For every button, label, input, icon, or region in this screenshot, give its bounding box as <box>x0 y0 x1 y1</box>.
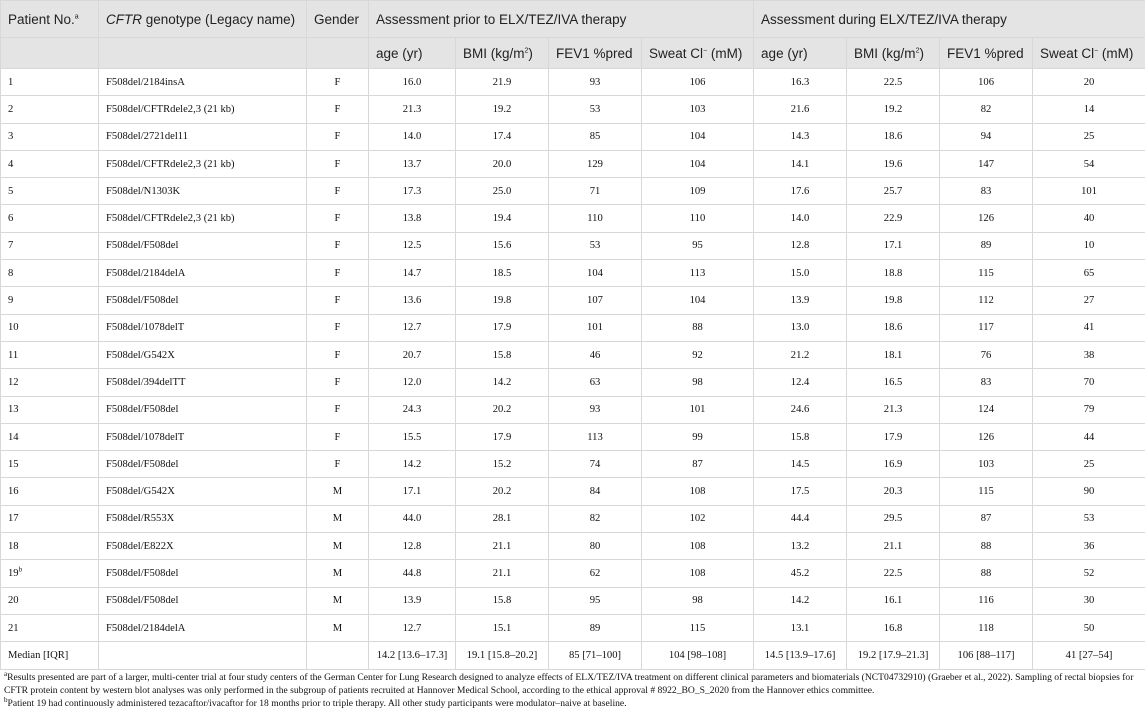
table-row <box>1 587 1145 614</box>
cell-during-sweat: 70 <box>1033 369 1145 396</box>
cell-during-sweat: 44 <box>1033 423 1145 450</box>
cell-gender: F <box>307 260 369 287</box>
cell-during-fev1: 117 <box>940 314 1033 341</box>
cell-during-age: 15.8 <box>754 423 847 450</box>
cell-prior-age: 12.0 <box>369 369 456 396</box>
header-group-during: Assessment during ELX/TEZ/IVA therapy <box>754 1 1145 38</box>
cell-prior-fev1: 110 <box>549 205 642 232</box>
cell-prior-bmi: 17.9 <box>456 423 549 450</box>
cell-genotype: F508del/CFTRdele2,3 (21 kb) <box>99 205 307 232</box>
cell-genotype: F508del/R553X <box>99 505 307 532</box>
cell-during-bmi: 25.7 <box>847 178 940 205</box>
cell-during-fev1: 83 <box>940 178 1033 205</box>
cell-genotype: F508del/F508del <box>99 587 307 614</box>
table-row <box>1 96 1145 123</box>
cell-prior-age: 44.0 <box>369 505 456 532</box>
cell-during-fev1: 115 <box>940 260 1033 287</box>
cell-during-sweat: 36 <box>1033 533 1145 560</box>
cell-prior-sweat: 101 <box>642 396 754 423</box>
cell-during-bmi: 17.1 <box>847 232 940 259</box>
table-row <box>1 451 1145 478</box>
header-empty <box>99 38 307 69</box>
cell-patient-no: 8 <box>1 260 99 287</box>
cell-patient-no: 4 <box>1 150 99 177</box>
cell-patient-no: 13 <box>1 396 99 423</box>
cell-prior-sweat: 87 <box>642 451 754 478</box>
header-prior-age: age (yr) <box>369 38 456 69</box>
cell-genotype: F508del/F508del <box>99 451 307 478</box>
cell-prior-bmi: 18.5 <box>456 260 549 287</box>
cell-prior-bmi: 25.0 <box>456 178 549 205</box>
cell-prior-age: 13.9 <box>369 587 456 614</box>
cell-genotype: F508del/E822X <box>99 533 307 560</box>
cell-during-fev1: 83 <box>940 369 1033 396</box>
cell-genotype: F508del/1078delT <box>99 423 307 450</box>
cell-prior-bmi: 21.1 <box>456 560 549 587</box>
cell-during-bmi: 20.3 <box>847 478 940 505</box>
cell-prior-sweat: 113 <box>642 260 754 287</box>
cell-prior-fev1: 53 <box>549 96 642 123</box>
cell-median-prior-age: 14.2 [13.6–17.3] <box>369 642 456 670</box>
cell-during-age: 14.0 <box>754 205 847 232</box>
cell-during-age: 13.0 <box>754 314 847 341</box>
table-row <box>1 560 1145 587</box>
cell-prior-bmi: 19.8 <box>456 287 549 314</box>
cell-prior-bmi: 20.2 <box>456 478 549 505</box>
cell-during-sweat: 40 <box>1033 205 1145 232</box>
table-row <box>1 314 1145 341</box>
cell-patient-no: 6 <box>1 205 99 232</box>
cell-gender: F <box>307 369 369 396</box>
header-row-main <box>1 1 1145 38</box>
cell-genotype: F508del/N1303K <box>99 178 307 205</box>
cell-gender: F <box>307 69 369 96</box>
cell-during-bmi: 21.1 <box>847 533 940 560</box>
cell-during-age: 12.4 <box>754 369 847 396</box>
cell-gender: M <box>307 587 369 614</box>
cell-during-fev1: 124 <box>940 396 1033 423</box>
cell-during-fev1: 116 <box>940 587 1033 614</box>
cell-prior-sweat: 108 <box>642 533 754 560</box>
cell-gender: F <box>307 96 369 123</box>
cell-prior-sweat: 108 <box>642 478 754 505</box>
cell-during-sweat: 101 <box>1033 178 1145 205</box>
cell-during-sweat: 50 <box>1033 614 1145 641</box>
cell-median-prior-fev1: 85 [71–100] <box>549 642 642 670</box>
footnote-b: $^b$Patient 19 had continuously administered tezacaftor/ivacaftor for 18 months prior to triple therapy. All other study participants were modulator–naive at baseline. <box>4 696 627 710</box>
cell-median-label: Median [IQR] <box>1 642 99 670</box>
cell-prior-fev1: 93 <box>549 396 642 423</box>
cell-during-fev1: 88 <box>940 533 1033 560</box>
cell-during-sweat: 53 <box>1033 505 1145 532</box>
table-row <box>1 341 1145 368</box>
header-prior-fev1: FEV1 %pred <box>549 38 642 69</box>
cell-prior-sweat: 104 <box>642 287 754 314</box>
cell-during-bmi: 22.9 <box>847 205 940 232</box>
cell-during-sweat: 25 <box>1033 451 1145 478</box>
cell-during-fev1: 88 <box>940 560 1033 587</box>
cell-prior-fev1: 53 <box>549 232 642 259</box>
cell-genotype: F508del/F508del <box>99 287 307 314</box>
cell-empty <box>307 642 369 670</box>
header-during-sweat: Sweat Cl− (mM) <box>1033 38 1145 69</box>
header-patient-no: Patient No.$^a$ <box>1 1 99 38</box>
table-row <box>1 205 1145 232</box>
cell-genotype: F508del/G542X <box>99 341 307 368</box>
cell-gender: M <box>307 478 369 505</box>
cell-prior-bmi: 19.2 <box>456 96 549 123</box>
cell-prior-fev1: 113 <box>549 423 642 450</box>
table-row <box>1 478 1145 505</box>
cell-prior-bmi: 21.1 <box>456 533 549 560</box>
table-row <box>1 533 1145 560</box>
cell-prior-age: 13.8 <box>369 205 456 232</box>
cell-during-age: 13.1 <box>754 614 847 641</box>
table-row <box>1 178 1145 205</box>
cell-genotype: F508del/CFTRdele2,3 (21 kb) <box>99 96 307 123</box>
cell-median-during-fev1: 106 [88–117] <box>940 642 1033 670</box>
cell-prior-sweat: 108 <box>642 560 754 587</box>
cell-prior-fev1: 101 <box>549 314 642 341</box>
cell-prior-fev1: 95 <box>549 587 642 614</box>
cell-prior-bmi: 20.0 <box>456 150 549 177</box>
cell-prior-sweat: 88 <box>642 314 754 341</box>
cell-prior-fev1: 80 <box>549 533 642 560</box>
cell-patient-no: 16 <box>1 478 99 505</box>
cell-gender: F <box>307 205 369 232</box>
cell-prior-sweat: 99 <box>642 423 754 450</box>
header-empty <box>307 38 369 69</box>
cell-gender: M <box>307 614 369 641</box>
header-prior-sweat: Sweat Cl− (mM) <box>642 38 754 69</box>
cell-during-age: 14.5 <box>754 451 847 478</box>
cell-prior-age: 12.7 <box>369 614 456 641</box>
cell-during-age: 45.2 <box>754 560 847 587</box>
table-row <box>1 396 1145 423</box>
cell-prior-age: 15.5 <box>369 423 456 450</box>
cell-gender: F <box>307 123 369 150</box>
cell-gender: F <box>307 451 369 478</box>
cell-during-bmi: 16.9 <box>847 451 940 478</box>
cell-prior-sweat: 115 <box>642 614 754 641</box>
cell-prior-age: 13.6 <box>369 287 456 314</box>
cell-patient-no: 3 <box>1 123 99 150</box>
cell-during-fev1: 82 <box>940 96 1033 123</box>
table-row <box>1 69 1145 96</box>
cell-during-bmi: 16.8 <box>847 614 940 641</box>
footnote-a: $^a$Results presented are part of a larger, multi-center trial at four study centers of the German Center for Lung Research designed to analyze effects of ELX/TEZ/IVA treatment on different clinical parameters and biomaterials (NCT04732910) (Graeber et al., 2022). Sampling of rectal biopsies for CFTR protein content by western blot analyses was only performed in the subgroup of patients recruited at Hannover Medical School, according to the ethical approval # 8922_BO_S_2020 from the Hannover ethics committee. <box>4 669 1134 697</box>
cell-prior-age: 21.3 <box>369 96 456 123</box>
cell-genotype: F508del/1078delT <box>99 314 307 341</box>
table-row <box>1 423 1145 450</box>
cell-during-age: 24.6 <box>754 396 847 423</box>
cell-prior-fev1: 129 <box>549 150 642 177</box>
cell-during-fev1: 76 <box>940 341 1033 368</box>
cell-prior-sweat: 106 <box>642 69 754 96</box>
cell-during-age: 14.2 <box>754 587 847 614</box>
header-during-bmi: BMI $(kg/m^2)$ <box>847 38 940 69</box>
cell-gender: M <box>307 505 369 532</box>
cell-during-fev1: 94 <box>940 123 1033 150</box>
cell-patient-no: 19$^b$ <box>1 560 99 587</box>
cell-gender: F <box>307 341 369 368</box>
cell-genotype: F508del/2184delA <box>99 260 307 287</box>
cell-median-prior-sweat: 104 [98–108] <box>642 642 754 670</box>
cell-prior-sweat: 110 <box>642 205 754 232</box>
cell-median-during-bmi: 19.2 [17.9–21.3] <box>847 642 940 670</box>
cell-during-fev1: 87 <box>940 505 1033 532</box>
header-genotype: CFTR genotype (Legacy name) <box>99 1 307 38</box>
cell-during-bmi: 22.5 <box>847 69 940 96</box>
cell-prior-bmi: 15.2 <box>456 451 549 478</box>
cell-during-fev1: 103 <box>940 451 1033 478</box>
cell-during-bmi: 19.8 <box>847 287 940 314</box>
cell-prior-bmi: 19.4 <box>456 205 549 232</box>
cell-prior-sweat: 98 <box>642 587 754 614</box>
header-group-prior: Assessment prior to ELX/TEZ/IVA therapy <box>369 1 754 38</box>
cell-prior-fev1: 71 <box>549 178 642 205</box>
cell-prior-fev1: 82 <box>549 505 642 532</box>
cell-prior-bmi: 20.2 <box>456 396 549 423</box>
cell-patient-no: 10 <box>1 314 99 341</box>
cell-prior-age: 12.8 <box>369 533 456 560</box>
cell-during-age: 13.2 <box>754 533 847 560</box>
table-row <box>1 150 1145 177</box>
cell-patient-no: 17 <box>1 505 99 532</box>
cell-empty <box>99 642 307 670</box>
cell-prior-bmi: 17.9 <box>456 314 549 341</box>
cell-during-sweat: 65 <box>1033 260 1145 287</box>
cell-prior-age: 17.1 <box>369 478 456 505</box>
cell-patient-no: 5 <box>1 178 99 205</box>
cell-prior-bmi: 15.1 <box>456 614 549 641</box>
cell-during-age: 17.5 <box>754 478 847 505</box>
cell-prior-bmi: 15.8 <box>456 341 549 368</box>
table-row <box>1 505 1145 532</box>
cell-prior-age: 20.7 <box>369 341 456 368</box>
cell-prior-fev1: 63 <box>549 369 642 396</box>
cell-during-bmi: 29.5 <box>847 505 940 532</box>
cell-during-sweat: 25 <box>1033 123 1145 150</box>
table-row <box>1 369 1145 396</box>
cell-during-sweat: 52 <box>1033 560 1145 587</box>
cell-prior-sweat: 103 <box>642 96 754 123</box>
cell-during-age: 14.1 <box>754 150 847 177</box>
cell-prior-age: 44.8 <box>369 560 456 587</box>
cell-during-sweat: 41 <box>1033 314 1145 341</box>
cell-patient-no: 14 <box>1 423 99 450</box>
header-prior-bmi: BMI $(kg/m^2)$ <box>456 38 549 69</box>
table-row <box>1 614 1145 641</box>
cell-prior-fev1: 74 <box>549 451 642 478</box>
cell-during-sweat: 90 <box>1033 478 1145 505</box>
cell-during-bmi: 18.1 <box>847 341 940 368</box>
cell-during-fev1: 147 <box>940 150 1033 177</box>
cell-during-sweat: 30 <box>1033 587 1145 614</box>
table-row <box>1 232 1145 259</box>
table-body <box>1 69 1145 670</box>
header-during-age: age (yr) <box>754 38 847 69</box>
cell-during-sweat: 54 <box>1033 150 1145 177</box>
cell-during-bmi: 19.6 <box>847 150 940 177</box>
cell-during-age: 16.3 <box>754 69 847 96</box>
cell-during-fev1: 89 <box>940 232 1033 259</box>
cell-prior-bmi: 28.1 <box>456 505 549 532</box>
cell-patient-no: 11 <box>1 341 99 368</box>
header-empty <box>1 38 99 69</box>
cell-prior-fev1: 89 <box>549 614 642 641</box>
header-row-sub <box>1 38 1145 69</box>
cell-patient-no: 2 <box>1 96 99 123</box>
cell-prior-age: 14.2 <box>369 451 456 478</box>
cell-gender: F <box>307 314 369 341</box>
cell-genotype: F508del/G542X <box>99 478 307 505</box>
cell-prior-age: 16.0 <box>369 69 456 96</box>
cell-during-fev1: 112 <box>940 287 1033 314</box>
cell-prior-fev1: 104 <box>549 260 642 287</box>
cell-prior-sweat: 104 <box>642 150 754 177</box>
cell-gender: F <box>307 178 369 205</box>
table-row <box>1 123 1145 150</box>
cell-prior-bmi: 17.4 <box>456 123 549 150</box>
cell-patient-no: 15 <box>1 451 99 478</box>
cell-prior-age: 14.0 <box>369 123 456 150</box>
cell-during-fev1: 115 <box>940 478 1033 505</box>
cell-prior-age: 13.7 <box>369 150 456 177</box>
cell-during-bmi: 18.6 <box>847 123 940 150</box>
cell-patient-no: 9 <box>1 287 99 314</box>
cell-prior-sweat: 102 <box>642 505 754 532</box>
cell-patient-no: 18 <box>1 533 99 560</box>
cell-prior-age: 24.3 <box>369 396 456 423</box>
cell-prior-sweat: 109 <box>642 178 754 205</box>
cell-genotype: F508del/2721del11 <box>99 123 307 150</box>
footnotes <box>4 671 1142 711</box>
cell-prior-fev1: 46 <box>549 341 642 368</box>
cell-patient-no: 7 <box>1 232 99 259</box>
header-gender: Gender <box>307 1 369 38</box>
median-row <box>1 642 1145 670</box>
cell-during-age: 13.9 <box>754 287 847 314</box>
cell-prior-fev1: 107 <box>549 287 642 314</box>
cell-during-fev1: 118 <box>940 614 1033 641</box>
cell-during-sweat: 14 <box>1033 96 1145 123</box>
cell-patient-no: 20 <box>1 587 99 614</box>
cell-gender: F <box>307 232 369 259</box>
cell-during-age: 21.2 <box>754 341 847 368</box>
cell-during-sweat: 38 <box>1033 341 1145 368</box>
cell-during-age: 15.0 <box>754 260 847 287</box>
cell-prior-bmi: 15.8 <box>456 587 549 614</box>
cell-median-during-sweat: 41 [27–54] <box>1033 642 1145 670</box>
table-row <box>1 260 1145 287</box>
cell-genotype: F508del/2184delA <box>99 614 307 641</box>
cell-during-sweat: 79 <box>1033 396 1145 423</box>
cell-during-age: 14.3 <box>754 123 847 150</box>
cell-patient-no: 12 <box>1 369 99 396</box>
cell-during-age: 12.8 <box>754 232 847 259</box>
cell-gender: F <box>307 423 369 450</box>
cell-genotype: F508del/CFTRdele2,3 (21 kb) <box>99 150 307 177</box>
cell-gender: M <box>307 560 369 587</box>
cell-median-prior-bmi: 19.1 [15.8–20.2] <box>456 642 549 670</box>
table-row <box>1 287 1145 314</box>
cell-during-bmi: 16.5 <box>847 369 940 396</box>
cell-median-during-age: 14.5 [13.9–17.6] <box>754 642 847 670</box>
cell-prior-fev1: 84 <box>549 478 642 505</box>
cell-during-age: 44.4 <box>754 505 847 532</box>
cell-prior-age: 12.7 <box>369 314 456 341</box>
cell-genotype: F508del/F508del <box>99 560 307 587</box>
cell-prior-bmi: 21.9 <box>456 69 549 96</box>
cell-during-bmi: 22.5 <box>847 560 940 587</box>
cell-prior-bmi: 15.6 <box>456 232 549 259</box>
cell-gender: F <box>307 287 369 314</box>
cell-patient-no: 1 <box>1 69 99 96</box>
cell-patient-no: 21 <box>1 614 99 641</box>
cell-during-sweat: 20 <box>1033 69 1145 96</box>
cell-genotype: F508del/394delTT <box>99 369 307 396</box>
cell-prior-fev1: 62 <box>549 560 642 587</box>
cell-prior-sweat: 104 <box>642 123 754 150</box>
cell-during-bmi: 18.8 <box>847 260 940 287</box>
cell-during-fev1: 126 <box>940 205 1033 232</box>
cell-prior-fev1: 85 <box>549 123 642 150</box>
cell-prior-sweat: 98 <box>642 369 754 396</box>
cell-during-fev1: 126 <box>940 423 1033 450</box>
cell-prior-sweat: 95 <box>642 232 754 259</box>
cell-during-bmi: 17.9 <box>847 423 940 450</box>
cell-gender: M <box>307 533 369 560</box>
cell-during-age: 21.6 <box>754 96 847 123</box>
cell-prior-age: 17.3 <box>369 178 456 205</box>
cell-during-sweat: 27 <box>1033 287 1145 314</box>
header-during-fev1: FEV1 %pred <box>940 38 1033 69</box>
cell-genotype: F508del/2184insA <box>99 69 307 96</box>
cell-during-bmi: 18.6 <box>847 314 940 341</box>
cell-prior-sweat: 92 <box>642 341 754 368</box>
cell-during-age: 17.6 <box>754 178 847 205</box>
cell-prior-age: 12.5 <box>369 232 456 259</box>
cell-prior-age: 14.7 <box>369 260 456 287</box>
cell-during-sweat: 10 <box>1033 232 1145 259</box>
cell-during-bmi: 19.2 <box>847 96 940 123</box>
cell-gender: F <box>307 150 369 177</box>
cell-gender: F <box>307 396 369 423</box>
cell-genotype: F508del/F508del <box>99 396 307 423</box>
cell-prior-bmi: 14.2 <box>456 369 549 396</box>
cell-during-fev1: 106 <box>940 69 1033 96</box>
cell-during-bmi: 16.1 <box>847 587 940 614</box>
cell-prior-fev1: 93 <box>549 69 642 96</box>
cell-during-bmi: 21.3 <box>847 396 940 423</box>
cell-genotype: F508del/F508del <box>99 232 307 259</box>
